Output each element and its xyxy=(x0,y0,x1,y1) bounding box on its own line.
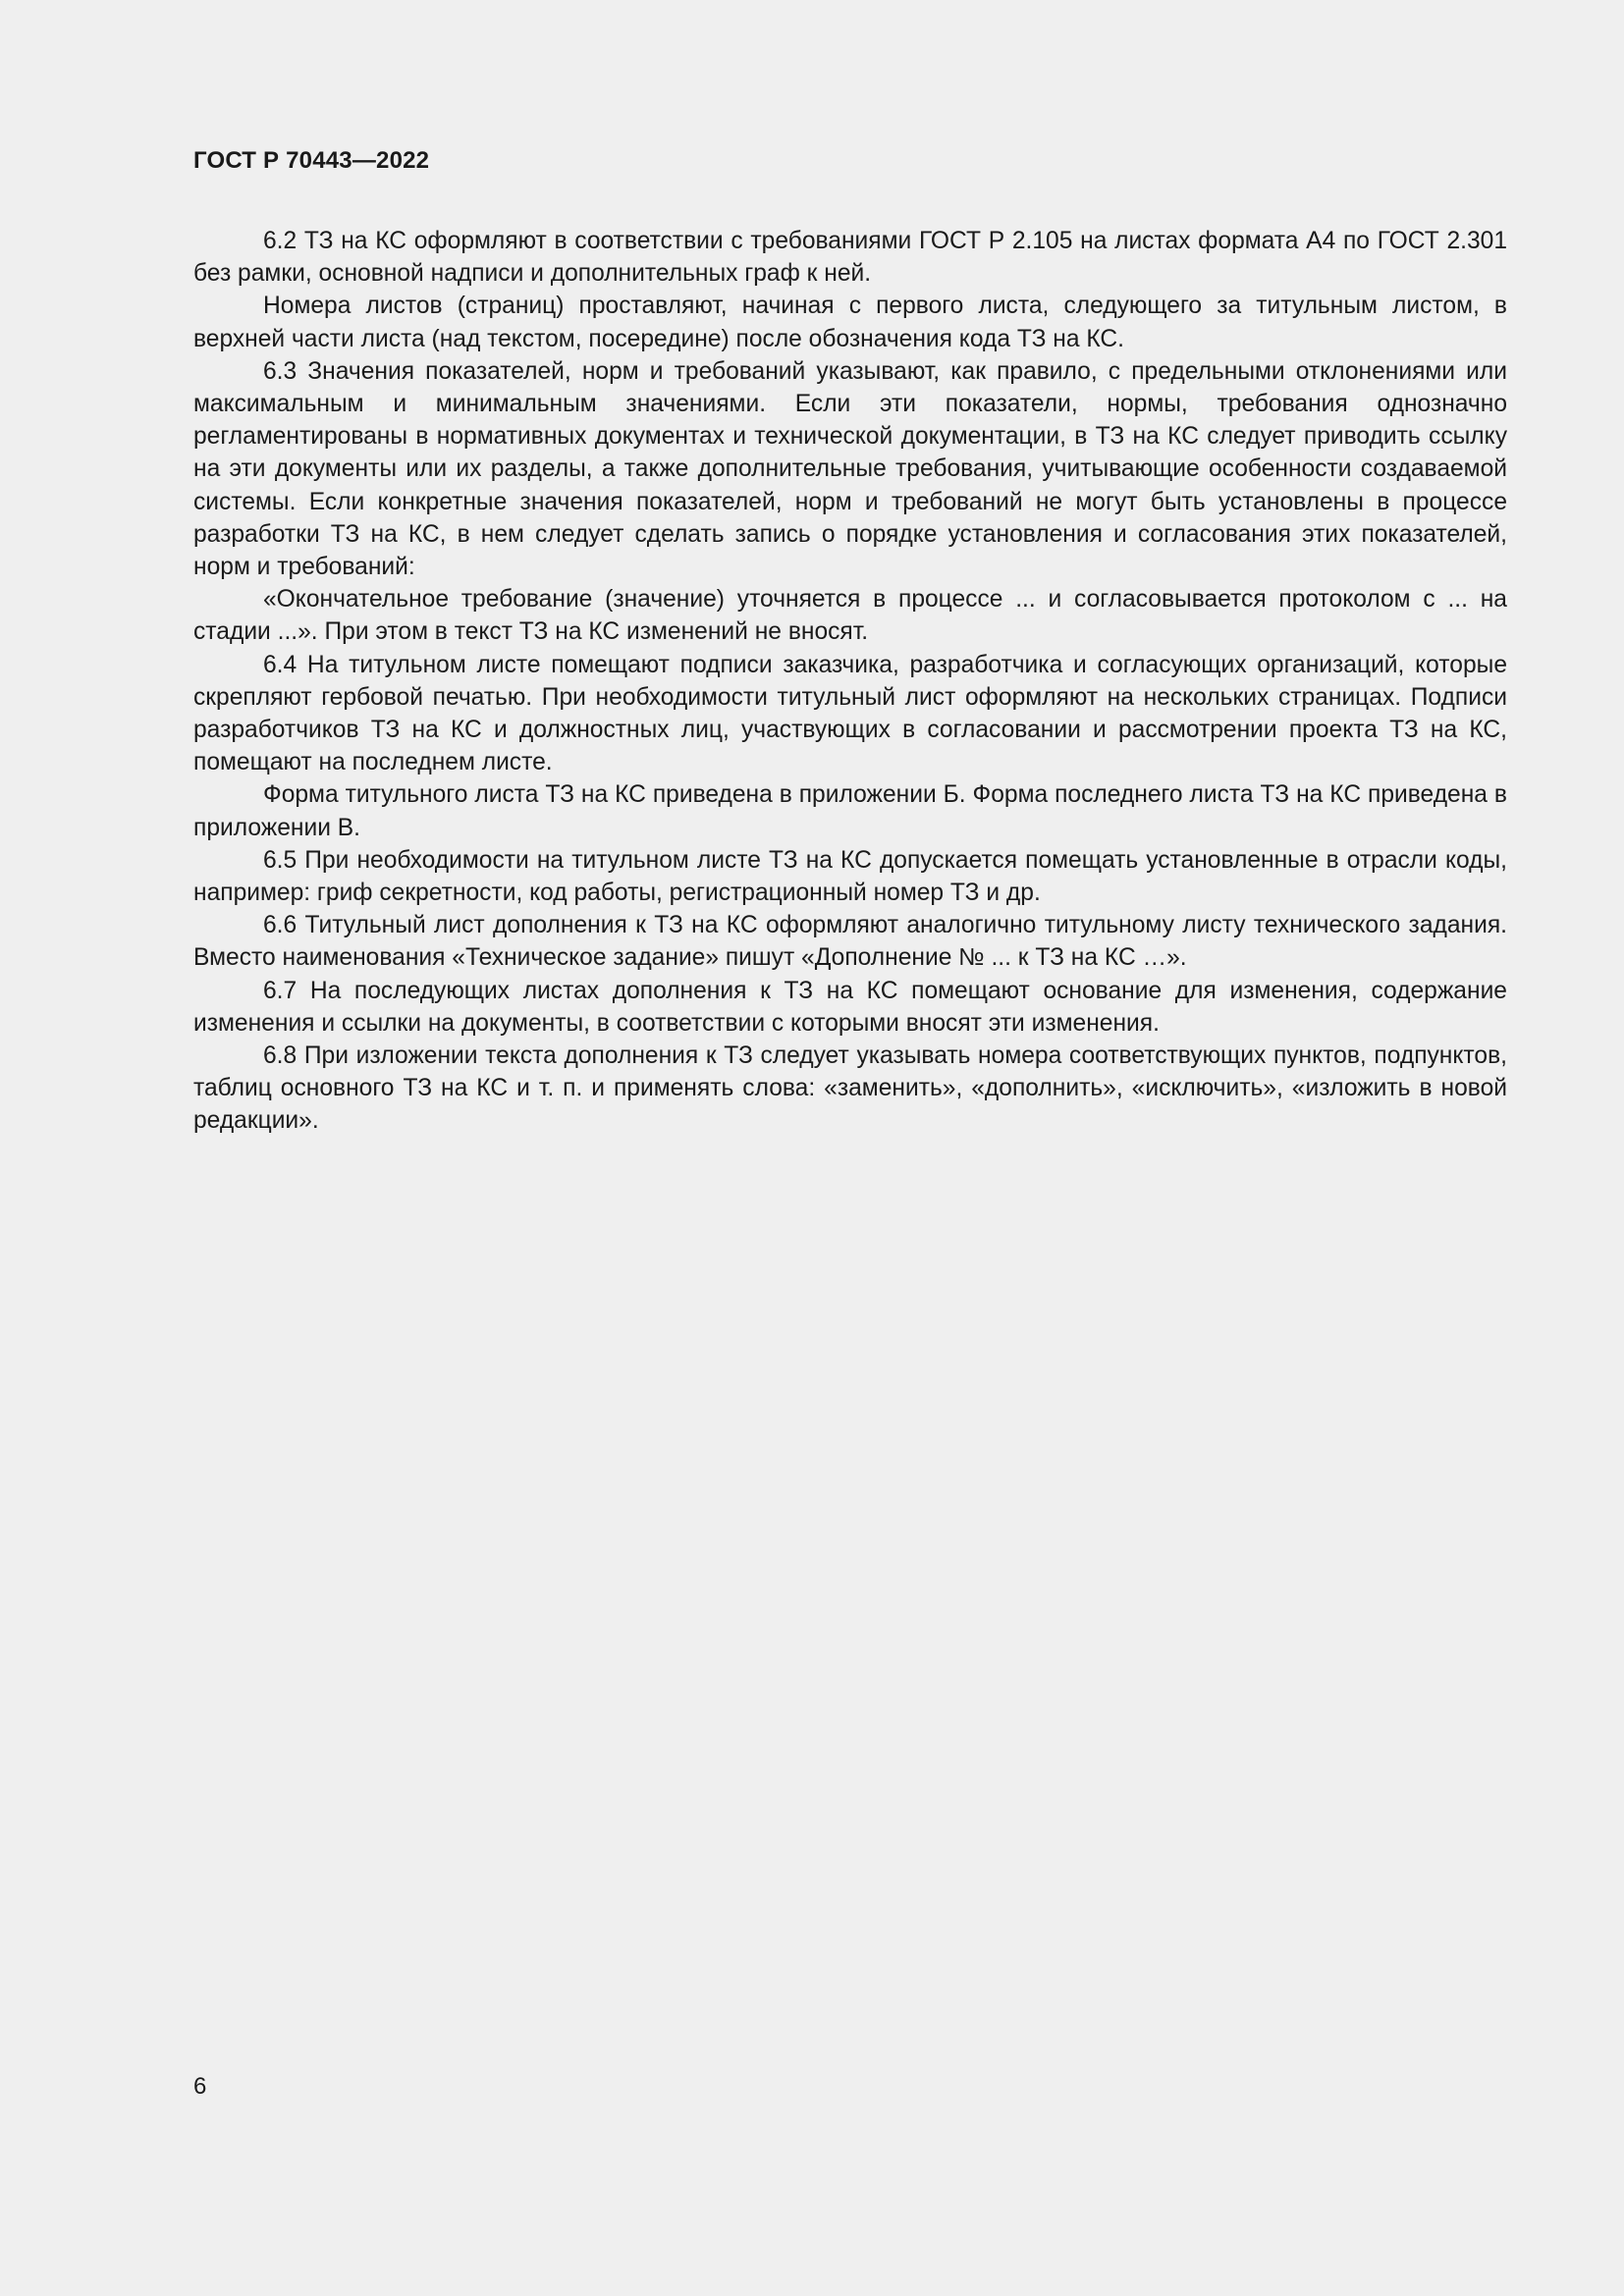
page-number: 6 xyxy=(193,2073,207,2100)
paragraph-6-6: 6.6 Титульный лист дополнения к ТЗ на КС оформляют аналогично титульному листу технического задания. Вместо наименования «Техническое задание» пишут «Дополнение № ... к ТЗ на КС …». xyxy=(193,912,1507,972)
paragraph-page-numbering: Номера листов (страниц) проставляют, начиная с первого листа, следующего за титульным листом, в верхней части листа (над текстом, посередине) после обозначения кода ТЗ на КС. xyxy=(193,293,1507,352)
paragraph-6-2: 6.2 ТЗ на КС оформляют в соответствии с требованиями ГОСТ Р 2.105 на листах формата А4 по ГОСТ 2.301 без рамки, основной надписи и дополнительных граф к ней. xyxy=(193,228,1507,288)
paragraph-6-5: 6.5 При необходимости на титульном листе ТЗ на КС допускается помещать установленные в отрасли коды, например: гриф секретности, код работы, регистрационный номер ТЗ и др. xyxy=(193,846,1507,907)
paragraph-6-7: 6.7 На последующих листах дополнения к ТЗ на КС помещают основание для изменения, содержание изменения и ссылки на документы, в соответствии с которыми вносят эти изменения. xyxy=(193,977,1507,1037)
document-body xyxy=(193,225,1507,1138)
paragraph-6-8: 6.8 При изложении текста дополнения к ТЗ следует указывать номера соответствующих пунктов, подпунктов, таблиц основного ТЗ на КС и т. п. и применять слова: «заменить», «дополнить», «исключить», «изложить в новой редакции». xyxy=(193,1042,1507,1135)
paragraph-6-3: 6.3 Значения показателей, норм и требований указывают, как правило, с предельными отклонениями или максимальным и минимальным значениями. Если эти показатели, нормы, требования однозначно регламентированы в нормативных документах и технической документации, в ТЗ на КС следует приводить ссылку на эти документы или их разделы, а также дополнительные требования, учитывающие особенности создаваемой системы. Если конкретные значения показателей, норм и требований не могут быть установлены в процессе разработки ТЗ на КС, в нем следует сделать запись о порядке установления и согласования этих показателей, норм и требований: xyxy=(193,357,1507,581)
paragraph-title-form: Форма титульного листа ТЗ на КС приведена в приложении Б. Форма последнего листа ТЗ на КС приведена в приложении В. xyxy=(193,781,1507,841)
paragraph-6-4: 6.4 На титульном листе помещают подписи заказчика, разработчика и согласующих организаций, которые скрепляют гербовой печатью. При необходимости титульный лист оформляют на нескольких страницах. Подписи разработчиков ТЗ на КС и должностных лиц, участвующих в согласовании и рассмотрении проекта ТЗ на КС, помещают на последнем листе. xyxy=(193,651,1507,776)
paragraph-quote: «Окончательное требование (значение) уточняется в процессе ... и согласовывается протоколом с ... на стадии ...». При этом в текст ТЗ на КС изменений не вносят. xyxy=(193,586,1507,646)
page-header: ГОСТ Р 70443—2022 xyxy=(193,147,430,174)
